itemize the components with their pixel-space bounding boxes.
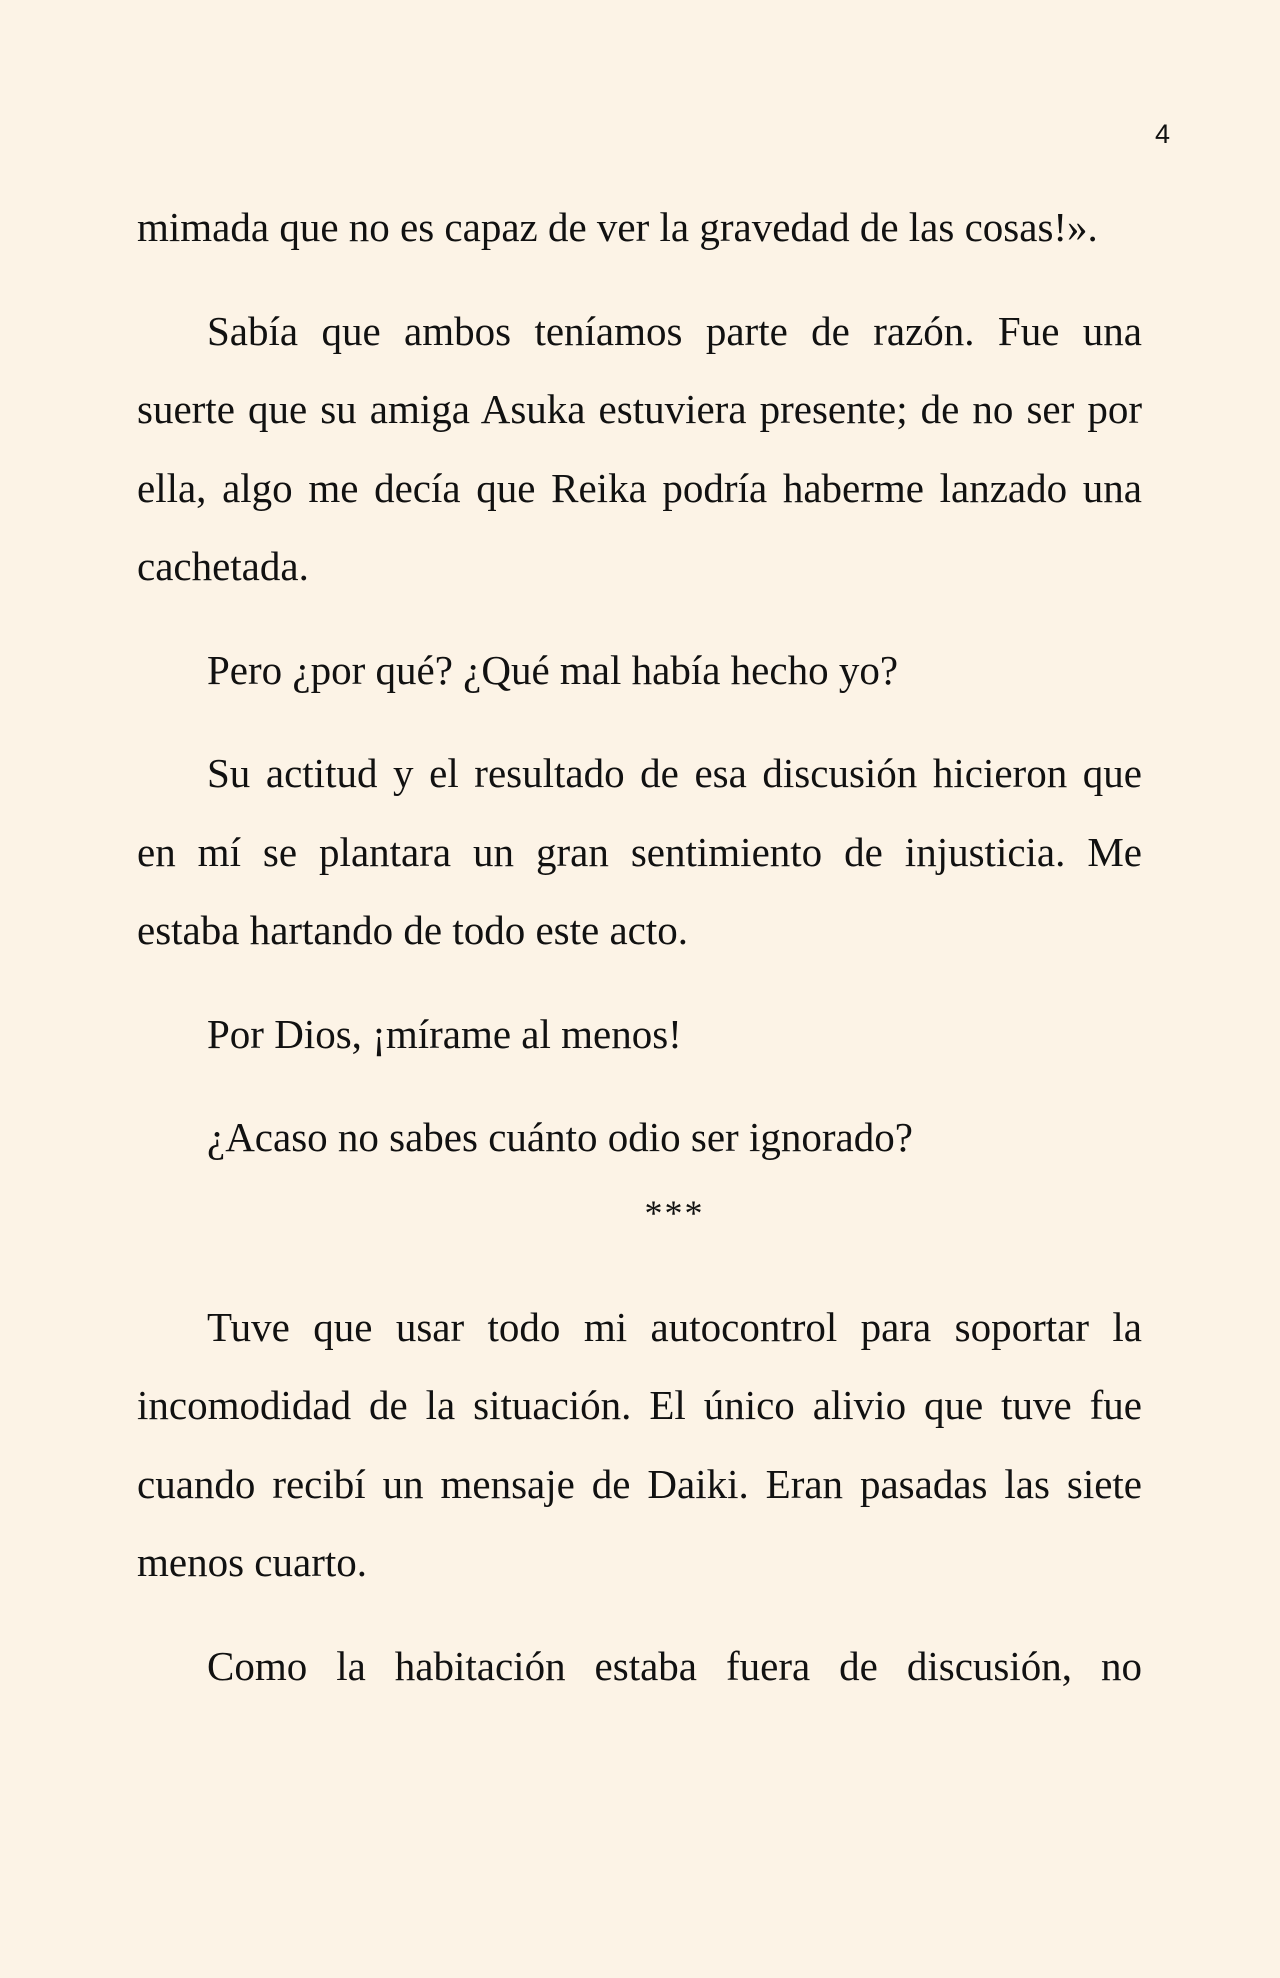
page-number: 4 bbox=[1154, 119, 1170, 149]
paragraph: Por Dios, ¡mírame al menos! bbox=[207, 1010, 682, 1057]
paragraph: Pero ¿por qué? ¿Qué mal había hecho yo? bbox=[207, 646, 899, 693]
paragraph: ¿Acaso no sabes cuánto odio ser ignorado? bbox=[207, 1114, 913, 1160]
paragraph: mimada que no es capaz de ver la gravedad de las cosas!». bbox=[137, 204, 1098, 250]
scene-break: *** bbox=[644, 1192, 705, 1233]
paragraph: Como la habitación estaba fuera de discusión, no bbox=[207, 1642, 1142, 1689]
paragraph: Su actitud y el resultado de esa discusión hicieron que en mí se plantara un gran sentimiento de injusticia. Me estaba hartando de todo este acto. bbox=[137, 750, 1142, 953]
paragraph: Tuve que usar todo mi autocontrol para soportar la incomodidad de la situación. El único alivio que tuve fue cuando recibí un mensaje de Daiki. Eran pasadas las siete menos cuarto. bbox=[137, 1303, 1142, 1585]
body-text bbox=[137, 188, 1142, 1730]
paragraph: Sabía que ambos teníamos parte de razón. Fue una suerte que su amiga Asuka estuviera presente; de no ser por ella, algo me decía que Reika podría haberme lanzado una cachetada. bbox=[137, 307, 1142, 589]
